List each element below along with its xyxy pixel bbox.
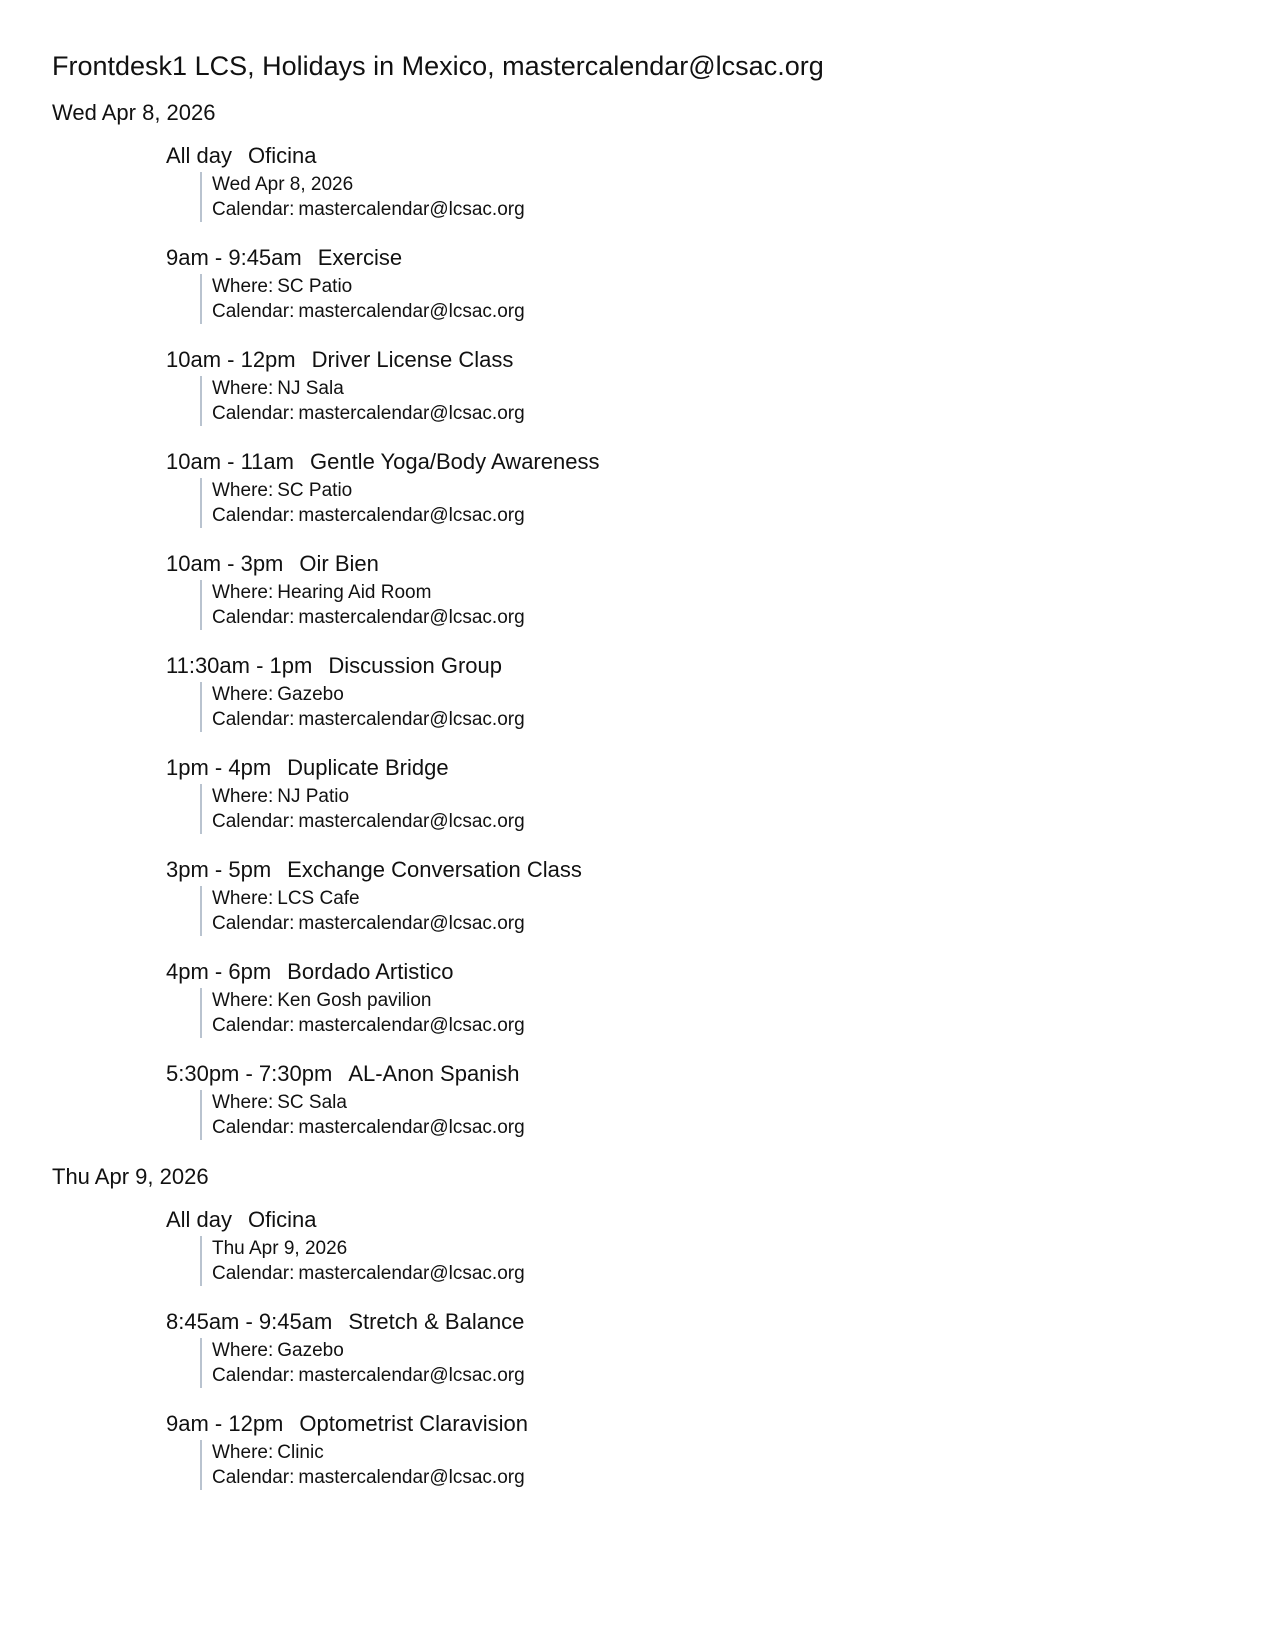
day-section [52,98,1232,1140]
event-details [200,376,1232,426]
calendar-label: Calendar: [212,709,295,730]
where-label: Where: [212,276,274,297]
event-calendar [212,503,1232,528]
day-header: Thu Apr 9, 2026 [52,1164,209,1189]
calendar-value: mastercalendar@lcsac.org [298,403,525,424]
calendar-label: Calendar: [212,1263,295,1284]
where-value: NJ Sala [277,378,344,399]
event-title: Oficina [248,1207,317,1232]
where-label: Where: [212,378,274,399]
where-label: Where: [212,888,274,909]
calendar-label: Calendar: [212,199,295,220]
event-summary [166,550,1232,578]
event-location [212,1338,1232,1363]
event-time: All day [166,143,233,168]
event-time: 8:45am - 9:45am [166,1309,333,1334]
event-details [200,478,1232,528]
event-title: Gentle Yoga/Body Awareness [309,449,600,474]
where-label: Where: [212,582,274,603]
where-label: Where: [212,1092,274,1113]
where-label: Where: [212,1442,274,1463]
event-item [166,448,1232,528]
where-value: Gazebo [277,684,344,705]
event-time: 10am - 11am [166,449,294,474]
event-details [200,1090,1232,1140]
event-details [200,682,1232,732]
calendar-value: mastercalendar@lcsac.org [298,301,525,322]
event-time: 4pm - 6pm [166,959,272,984]
event-time: 9am - 12pm [166,1411,284,1436]
calendar-value: mastercalendar@lcsac.org [298,1015,525,1036]
event-calendar [212,911,1232,936]
event-summary [166,1308,1232,1336]
calendar-label: Calendar: [212,1015,295,1036]
where-value: Gazebo [277,1340,344,1361]
event-details [200,580,1232,630]
event-details [200,988,1232,1038]
event-calendar [212,707,1232,732]
event-calendar [212,197,1232,222]
calendar-label: Calendar: [212,811,295,832]
where-value: SC Sala [277,1092,347,1113]
where-value: LCS Cafe [277,888,360,909]
event-title: Stretch & Balance [348,1309,525,1334]
event-time: 3pm - 5pm [166,857,272,882]
event-title: Discussion Group [328,653,502,678]
event-location [212,478,1232,503]
calendar-label: Calendar: [212,301,295,322]
event-title: Optometrist Claravision [299,1411,529,1436]
event-item [166,958,1232,1038]
event-list [166,1206,1232,1490]
event-item [166,652,1232,732]
event-time: 11:30am - 1pm [166,653,313,678]
event-title: Driver License Class [311,347,514,372]
event-item [166,1308,1232,1388]
event-summary [166,346,1232,374]
event-item [166,550,1232,630]
event-location [212,784,1232,809]
where-value: Ken Gosh pavilion [277,990,432,1011]
event-summary [166,1060,1232,1088]
event-location [212,682,1232,707]
event-details [200,1338,1232,1388]
event-calendar [212,605,1232,630]
event-summary [166,754,1232,782]
day-list [52,98,1232,1490]
event-location [212,274,1232,299]
event-title: Exchange Conversation Class [287,857,582,882]
event-item [166,244,1232,324]
where-value: Hearing Aid Room [277,582,432,603]
event-location [212,580,1232,605]
calendar-value: mastercalendar@lcsac.org [298,1117,525,1138]
event-calendar [212,809,1232,834]
calendar-value: mastercalendar@lcsac.org [298,1467,525,1488]
event-summary [166,958,1232,986]
where-label: Where: [212,480,274,501]
event-details [200,172,1232,222]
event-date: Wed Apr 8, 2026 [212,174,354,195]
event-time: 9am - 9:45am [166,245,302,270]
calendar-value: mastercalendar@lcsac.org [298,607,525,628]
event-summary [166,142,1232,170]
event-location [212,988,1232,1013]
event-item [166,754,1232,834]
event-location [212,1090,1232,1115]
where-value: SC Patio [277,276,353,297]
event-summary [166,448,1232,476]
page-title: Frontdesk1 LCS, Holidays in Mexico, mastercalendar@lcsac.org [52,51,824,81]
event-item [166,1206,1232,1286]
event-title: Oficina [248,143,317,168]
event-list [166,142,1232,1140]
event-time: 1pm - 4pm [166,755,272,780]
where-label: Where: [212,786,274,807]
event-item [166,142,1232,222]
event-details [200,1236,1232,1286]
calendar-value: mastercalendar@lcsac.org [298,811,525,832]
event-time: 10am - 3pm [166,551,284,576]
where-value: Clinic [277,1442,324,1463]
event-title: AL-Anon Spanish [348,1061,520,1086]
event-title: Oir Bien [299,551,379,576]
event-time: 10am - 12pm [166,347,296,372]
calendar-value: mastercalendar@lcsac.org [298,1365,525,1386]
event-details [200,886,1232,936]
event-details [200,1440,1232,1490]
calendar-value: mastercalendar@lcsac.org [298,505,525,526]
event-time: All day [166,1207,233,1232]
where-label: Where: [212,1340,274,1361]
calendar-label: Calendar: [212,607,295,628]
event-title: Duplicate Bridge [287,755,449,780]
calendar-label: Calendar: [212,1117,295,1138]
day-header: Wed Apr 8, 2026 [52,100,216,125]
calendar-value: mastercalendar@lcsac.org [298,199,525,220]
where-label: Where: [212,990,274,1011]
event-calendar [212,1465,1232,1490]
event-summary [166,244,1232,272]
event-location [212,376,1232,401]
event-details [200,784,1232,834]
event-summary [166,1206,1232,1234]
event-item [166,346,1232,426]
event-calendar [212,1261,1232,1286]
event-summary [166,1410,1232,1438]
event-calendar [212,1115,1232,1140]
event-title: Bordado Artistico [287,959,454,984]
event-summary [166,856,1232,884]
calendar-label: Calendar: [212,1365,295,1386]
event-location [212,886,1232,911]
event-date: Thu Apr 9, 2026 [212,1238,348,1259]
event-calendar [212,1363,1232,1388]
calendar-printout [52,46,1232,1512]
calendar-label: Calendar: [212,505,295,526]
event-time: 5:30pm - 7:30pm [166,1061,333,1086]
where-label: Where: [212,684,274,705]
event-calendar [212,1013,1232,1038]
event-item [166,856,1232,936]
day-section [52,1162,1232,1490]
calendar-value: mastercalendar@lcsac.org [298,1263,525,1284]
event-item [166,1060,1232,1140]
calendar-label: Calendar: [212,913,295,934]
event-title: Exercise [317,245,403,270]
calendar-value: mastercalendar@lcsac.org [298,913,525,934]
event-summary [166,652,1232,680]
event-item [166,1410,1232,1490]
event-details [200,274,1232,324]
calendar-value: mastercalendar@lcsac.org [298,709,525,730]
event-location [212,1440,1232,1465]
event-calendar [212,401,1232,426]
where-value: SC Patio [277,480,353,501]
where-value: NJ Patio [277,786,350,807]
event-calendar [212,299,1232,324]
calendar-label: Calendar: [212,403,295,424]
calendar-label: Calendar: [212,1467,295,1488]
